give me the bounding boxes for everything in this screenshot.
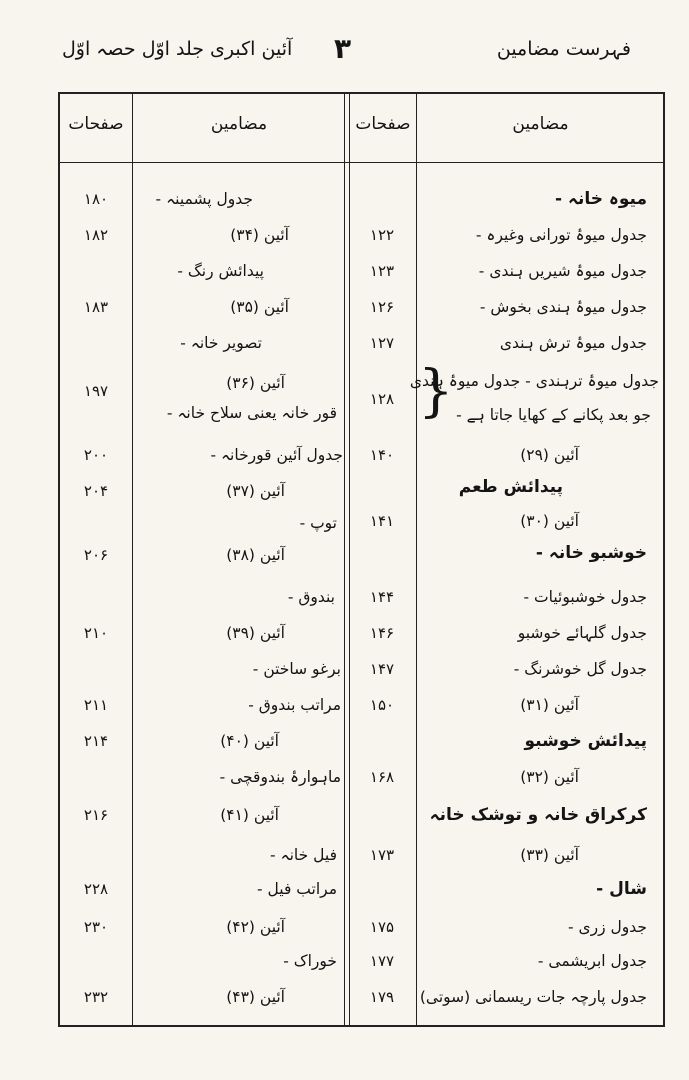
list-item: آئین (۳۶) (226, 374, 285, 392)
page-ref: ۲۲۸ (83, 880, 109, 898)
page-ref: ۱۴۷ (369, 660, 395, 678)
header-book-title: آئین اکبری جلد اوّل حصہ اوّل (62, 38, 293, 60)
page-ref: ۱۷۷ (369, 952, 395, 970)
list-item: آئین (۳۲) (520, 768, 579, 786)
list-item: فیل خانہ - (270, 846, 337, 864)
list-item: جدول خوشبوئیات - (523, 588, 647, 606)
list-item: آئین (۳۳) (520, 846, 579, 864)
page-ref: ۱۲۲ (369, 226, 395, 244)
page-ref: ۱۴۱ (369, 512, 395, 530)
page-ref: ۱۲۶ (369, 298, 395, 316)
page-ref: ۲۳۲ (83, 988, 109, 1006)
list-item: مراتب بندوق - (248, 696, 341, 714)
list-item: آئین (۴۲) (226, 918, 285, 936)
list-item: جدول ابریشمی - (537, 952, 647, 970)
list-item: جدول پشمینہ - (155, 190, 253, 208)
page-ref: ۲۰۶ (83, 546, 109, 564)
list-item: جدول میوۂ ترش ہندی (499, 334, 647, 352)
page-ref: ۱۴۴ (369, 588, 395, 606)
page-ref: ۲۱۴ (83, 732, 109, 750)
list-item: جدول گل خوشرنگ - (513, 660, 647, 678)
list-item: میوہ خانہ - (555, 189, 647, 209)
list-item: پیدائش طعم (458, 477, 563, 497)
list-item: آئین (۳۱) (520, 696, 579, 714)
page-ref: ۱۸۲ (83, 226, 109, 244)
header-rule (58, 162, 665, 163)
page-ref: ۱۷۵ (369, 918, 395, 936)
col-head-left-topic: مضامین (210, 114, 268, 134)
list-item: جدول پارچہ جات ریسمانی (سوتی) (419, 988, 647, 1006)
list-item: خوراک - (283, 952, 337, 970)
page-ref: ۱۲۳ (369, 262, 395, 280)
list-item: آئین (۳۸) (226, 546, 285, 564)
divider-center-a (344, 92, 345, 1027)
list-item: آئین (۴۱) (220, 806, 279, 824)
page-ref: ۲۱۰ (83, 624, 109, 642)
list-item: پیدائش خوشبو (524, 731, 647, 751)
list-item: جدول میوۂ ہندی بخوش - (479, 298, 647, 316)
list-item: جدول میوۂ تورانی وغیرہ - (475, 226, 647, 244)
col-head-right-page: صفحات (355, 114, 411, 134)
page-ref: ۲۰۰ (83, 446, 109, 464)
col-head-right-topic: مضامین (512, 114, 569, 134)
list-item: جدول آئین قورخانہ - (210, 446, 343, 464)
list-item: کرکراق خانہ و توشک خانہ (429, 805, 647, 825)
page-ref: ۱۸۳ (83, 298, 109, 316)
header-section-title: فہرست مضامین (496, 38, 631, 60)
page-ref: ۱۶۸ (369, 768, 395, 786)
list-item: جدول گلہائے خوشبو (517, 624, 647, 642)
page-ref: ۲۱۶ (83, 806, 109, 824)
list-item: توپ - (299, 514, 337, 532)
list-item: آئین (۲۹) (520, 446, 579, 464)
page-ref: ۱۴۶ (369, 624, 395, 642)
page-number: ۳ (334, 32, 352, 65)
page-ref: ۱۷۹ (369, 988, 395, 1006)
page-ref: ۱۸۰ (83, 190, 109, 208)
list-item: آئین (۴۰) (220, 732, 279, 750)
page-ref: ۱۷۳ (369, 846, 395, 864)
list-item: آئین (۳۰) (520, 512, 579, 530)
list-item: آئین (۳۷) (226, 482, 285, 500)
list-item: جدول میوۂ شیریں ہندی - (478, 262, 647, 280)
list-item: شال - (596, 879, 647, 899)
list-item: جدول زری - (567, 918, 647, 936)
list-item: پیدائش رنگ - (177, 262, 264, 280)
list-item: جدول میوۂ ترہندی - جدول میوۂ ہندی (409, 372, 659, 390)
page-ref: ۱۲۸ (369, 390, 395, 408)
list-item: آئین (۳۴) (230, 226, 289, 244)
list-item: آئین (۴۳) (226, 988, 285, 1006)
divider-center-b (349, 92, 350, 1027)
list-item: بندوق - (287, 588, 335, 606)
list-item: خوشبو خانہ - (535, 543, 647, 563)
page-ref: ۱۵۰ (369, 696, 395, 714)
list-item: قور خانہ یعنی سلاح خانہ - (166, 404, 337, 422)
page-ref: ۱۹۷ (83, 382, 109, 400)
list-item: جو بعد پکانے کے کھایا جاتا ہے - (456, 406, 651, 424)
page-ref: ۲۰۴ (83, 482, 109, 500)
list-item: آئین (۳۵) (230, 298, 289, 316)
brace-symbol: } (418, 359, 454, 424)
col-head-left-page: صفحات (68, 114, 124, 134)
list-item: برغو ساختن - (252, 660, 341, 678)
divider-right-pages (416, 92, 417, 1027)
list-item: آئین (۳۹) (226, 624, 285, 642)
page-ref: ۱۲۷ (369, 334, 395, 352)
divider-left-pages (132, 92, 133, 1027)
page-ref: ۲۳۰ (83, 918, 109, 936)
page-ref: ۲۱۱ (83, 696, 109, 714)
page-ref: ۱۴۰ (369, 446, 395, 464)
list-item: مراتب فیل - (257, 880, 337, 898)
list-item: تصویر خانہ - (180, 334, 262, 352)
list-item: ماہوارۂ بندوقچی - (219, 768, 341, 786)
